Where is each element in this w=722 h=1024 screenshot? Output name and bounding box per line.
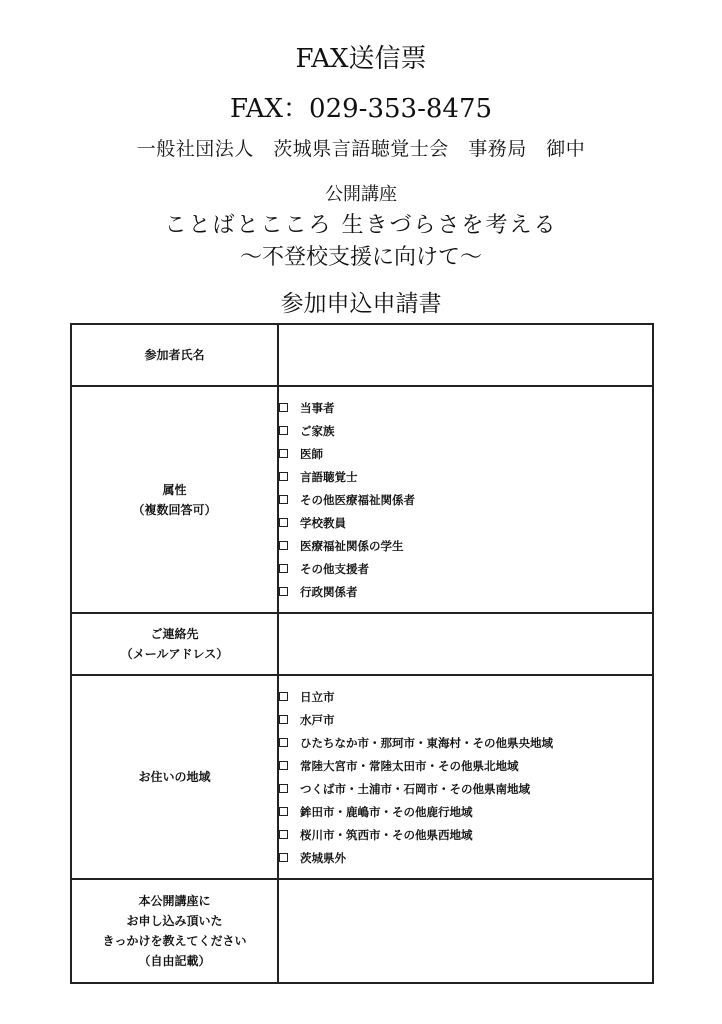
- application-form-table: [70, 323, 654, 984]
- checkbox-icon[interactable]: [279, 853, 288, 862]
- attribute-option[interactable]: 言語聴覚士: [279, 466, 652, 489]
- checkbox-icon[interactable]: [279, 784, 288, 793]
- reason-label-line: お申し込み頂いた: [126, 914, 223, 928]
- attribute-options: [279, 387, 652, 612]
- attribute-option[interactable]: ご家族: [279, 420, 652, 443]
- checkbox-icon[interactable]: [279, 518, 288, 527]
- attribute-options-cell: [278, 386, 653, 613]
- fax-title: FAX送信票: [295, 44, 427, 74]
- attribute-option[interactable]: 医療福祉関係の学生: [279, 535, 652, 558]
- region-option[interactable]: 桜川市・筑西市・その他県西地域: [279, 824, 652, 847]
- region-option[interactable]: 日立市: [279, 686, 652, 709]
- region-option[interactable]: ひたちなか市・那珂市・東海村・その他県央地域: [279, 732, 652, 755]
- checkbox-icon[interactable]: [279, 495, 288, 504]
- contact-input-cell[interactable]: [278, 613, 653, 675]
- event-subtitle: ～不登校支援に向けて～: [239, 245, 482, 270]
- region-options-cell: [278, 675, 653, 879]
- region-option[interactable]: 常陸大宮市・常陸太田市・その他県北地域: [279, 755, 652, 778]
- reason-label-line: 本公開講座に: [138, 894, 211, 908]
- reason-label-cell: [71, 879, 278, 983]
- contact-label: ご連絡先: [150, 627, 199, 641]
- form-title: 参加申込申請書: [280, 291, 442, 317]
- region-options: [279, 676, 652, 878]
- checkbox-icon[interactable]: [279, 426, 288, 435]
- attribute-option[interactable]: 学校教員: [279, 512, 652, 535]
- row-contact: [71, 613, 653, 675]
- checkbox-icon[interactable]: [279, 564, 288, 573]
- row-attribute: [71, 386, 653, 613]
- region-option[interactable]: 鉾田市・鹿嶋市・その他鹿行地域: [279, 801, 652, 824]
- reason-label-line: （自由記載）: [138, 954, 211, 968]
- name-input-cell[interactable]: [278, 324, 653, 386]
- checkbox-icon[interactable]: [279, 449, 288, 458]
- checkbox-icon[interactable]: [279, 807, 288, 816]
- row-reason: [71, 879, 653, 983]
- attribute-option[interactable]: その他医療福祉関係者: [279, 489, 652, 512]
- event-title: ことばとこころ 生きづらさを考える: [164, 213, 558, 238]
- region-label: お住いの地域: [71, 675, 278, 879]
- checkbox-icon[interactable]: [279, 541, 288, 550]
- attribute-option[interactable]: その他支援者: [279, 558, 652, 581]
- checkbox-icon[interactable]: [279, 715, 288, 724]
- row-region: [71, 675, 653, 879]
- checkbox-icon[interactable]: [279, 692, 288, 701]
- attribute-note: （複数回答可）: [132, 502, 217, 517]
- attribute-option[interactable]: 行政関係者: [279, 581, 652, 604]
- checkbox-icon[interactable]: [279, 587, 288, 596]
- fax-number: FAX：029-353-8475: [229, 94, 493, 124]
- attribute-option[interactable]: 医師: [279, 443, 652, 466]
- checkbox-icon[interactable]: [279, 761, 288, 770]
- reason-label-line: きっかけを教えてください: [102, 934, 247, 948]
- attribute-label-cell: [71, 386, 278, 613]
- checkbox-icon[interactable]: [279, 738, 288, 747]
- row-name: [71, 324, 653, 386]
- region-option[interactable]: つくば市・土浦市・石岡市・その他県南地域: [279, 778, 652, 801]
- name-label: 参加者氏名: [71, 324, 278, 386]
- attribute-option[interactable]: 当事者: [279, 397, 652, 420]
- contact-note: （メールアドレス）: [120, 647, 229, 661]
- event-kind: 公開講座: [325, 184, 397, 205]
- region-option[interactable]: 水戸市: [279, 709, 652, 732]
- recipient-line: 一般社団法人 茨城県言語聴覚士会 事務局 御中: [136, 138, 586, 160]
- reason-input-cell[interactable]: [278, 879, 653, 983]
- checkbox-icon[interactable]: [279, 830, 288, 839]
- attribute-label: 属性: [162, 482, 187, 497]
- checkbox-icon[interactable]: [279, 403, 288, 412]
- region-option[interactable]: 茨城県外: [279, 847, 652, 870]
- checkbox-icon[interactable]: [279, 472, 288, 481]
- contact-label-cell: [71, 613, 278, 675]
